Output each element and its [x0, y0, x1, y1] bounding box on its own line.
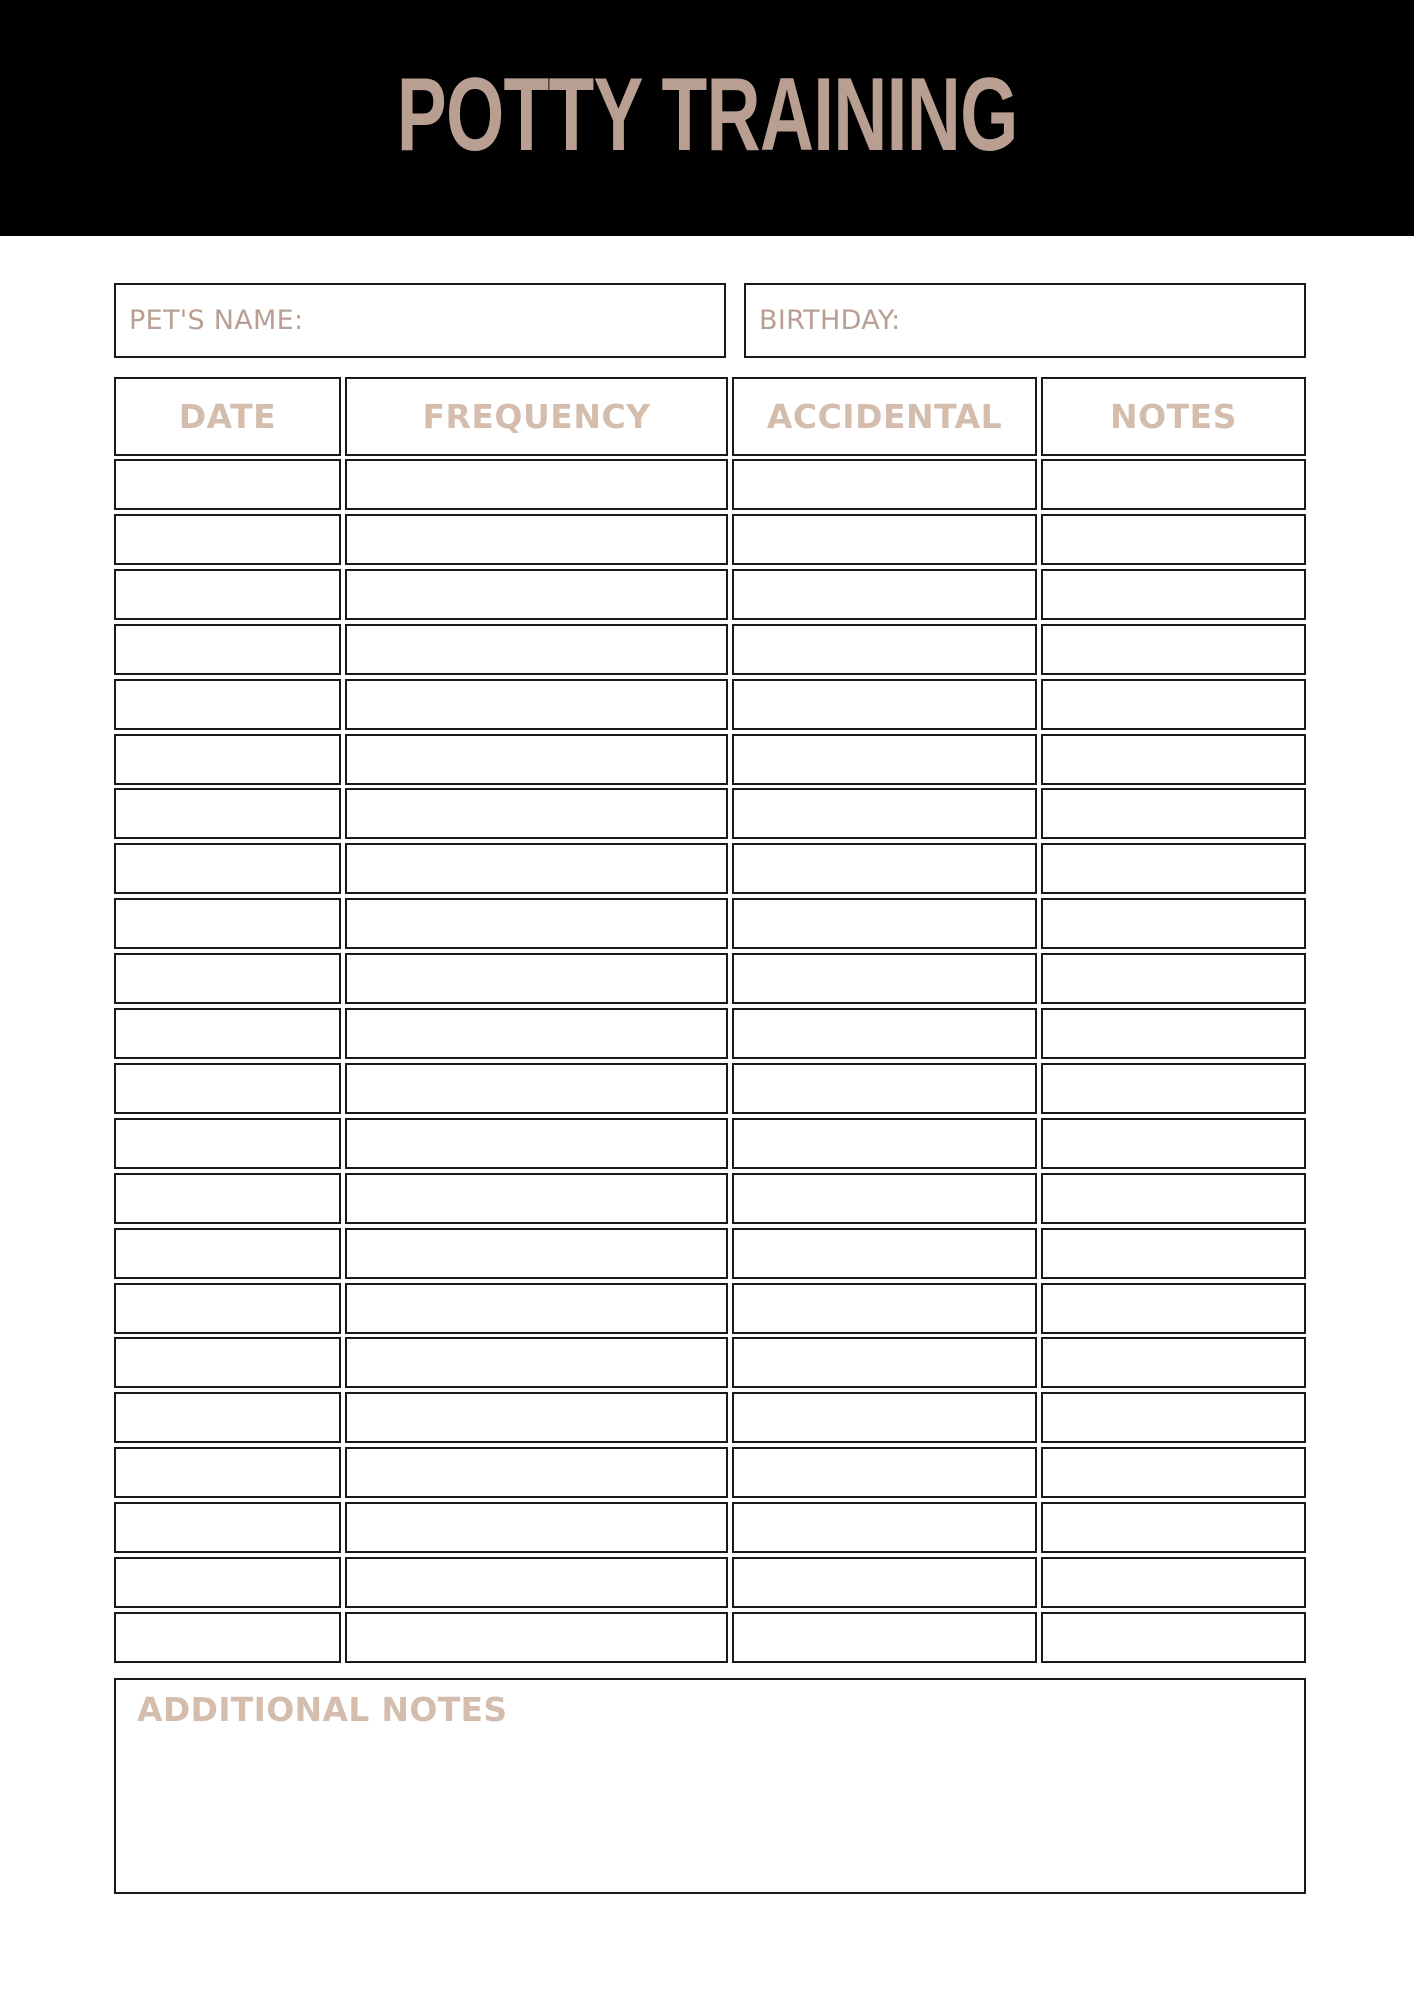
table-cell-date[interactable]	[114, 898, 341, 949]
table-cell-accidental[interactable]	[732, 734, 1037, 785]
table-cell-accidental[interactable]	[732, 1502, 1037, 1553]
table-cell-notes[interactable]	[1041, 1228, 1306, 1279]
table-cell-frequency[interactable]	[345, 953, 728, 1004]
table-cell-accidental[interactable]	[732, 1173, 1037, 1224]
table-cell-frequency[interactable]	[345, 624, 728, 675]
table-cell-date[interactable]	[114, 1557, 341, 1608]
table-cell-notes[interactable]	[1041, 1502, 1306, 1553]
table-cell-accidental[interactable]	[732, 1118, 1037, 1169]
table-cell-frequency[interactable]	[345, 898, 728, 949]
table-cell-date[interactable]	[114, 953, 341, 1004]
column-header-notes: NOTES	[1041, 377, 1306, 456]
table-cell-accidental[interactable]	[732, 1557, 1037, 1608]
column-header-date: DATE	[114, 377, 341, 456]
table-cell-date[interactable]	[114, 1283, 341, 1334]
table-cell-frequency[interactable]	[345, 734, 728, 785]
table-cell-accidental[interactable]	[732, 843, 1037, 894]
table-cell-frequency[interactable]	[345, 514, 728, 565]
table-cell-frequency[interactable]	[345, 788, 728, 839]
pet-name-field[interactable]	[114, 283, 726, 358]
table-cell-notes[interactable]	[1041, 788, 1306, 839]
table-cell-notes[interactable]	[1041, 1612, 1306, 1663]
table-cell-notes[interactable]	[1041, 459, 1306, 510]
table-cell-date[interactable]	[114, 1008, 341, 1059]
table-cell-frequency[interactable]	[345, 1228, 728, 1279]
table-cell-date[interactable]	[114, 514, 341, 565]
table-cell-notes[interactable]	[1041, 1337, 1306, 1388]
table-cell-notes[interactable]	[1041, 953, 1306, 1004]
table-cell-date[interactable]	[114, 1173, 341, 1224]
table-cell-accidental[interactable]	[732, 569, 1037, 620]
table-cell-notes[interactable]	[1041, 569, 1306, 620]
table-cell-frequency[interactable]	[345, 1612, 728, 1663]
table-cell-accidental[interactable]	[732, 1392, 1037, 1443]
birthday-field[interactable]	[744, 283, 1306, 358]
table-cell-notes[interactable]	[1041, 514, 1306, 565]
table-cell-notes[interactable]	[1041, 1118, 1306, 1169]
table-cell-accidental[interactable]	[732, 1063, 1037, 1114]
table-cell-frequency[interactable]	[345, 1063, 728, 1114]
table-cell-notes[interactable]	[1041, 734, 1306, 785]
table-cell-accidental[interactable]	[732, 1612, 1037, 1663]
table-cell-frequency[interactable]	[345, 459, 728, 510]
table-cell-date[interactable]	[114, 1447, 341, 1498]
table-cell-date[interactable]	[114, 1392, 341, 1443]
table-cell-accidental[interactable]	[732, 788, 1037, 839]
table-cell-frequency[interactable]	[345, 1283, 728, 1334]
table-cell-frequency[interactable]	[345, 1502, 728, 1553]
table-cell-frequency[interactable]	[345, 1447, 728, 1498]
table-cell-accidental[interactable]	[732, 1008, 1037, 1059]
table-cell-date[interactable]	[114, 1118, 341, 1169]
table-cell-notes[interactable]	[1041, 1063, 1306, 1114]
table-cell-date[interactable]	[114, 1337, 341, 1388]
column-header-accidental: ACCIDENTAL	[732, 377, 1037, 456]
table-cell-frequency[interactable]	[345, 569, 728, 620]
table-cell-date[interactable]	[114, 1612, 341, 1663]
table-cell-date[interactable]	[114, 734, 341, 785]
additional-notes-label: ADDITIONAL NOTES	[137, 1690, 508, 1729]
table-cell-frequency[interactable]	[345, 1337, 728, 1388]
table-cell-accidental[interactable]	[732, 1337, 1037, 1388]
table-cell-date[interactable]	[114, 843, 341, 894]
table-cell-accidental[interactable]	[732, 1283, 1037, 1334]
table-cell-date[interactable]	[114, 679, 341, 730]
table-cell-accidental[interactable]	[732, 898, 1037, 949]
table-cell-frequency[interactable]	[345, 679, 728, 730]
page-title: POTTY TRAINING	[396, 56, 1018, 173]
table-cell-notes[interactable]	[1041, 679, 1306, 730]
table-cell-date[interactable]	[114, 1502, 341, 1553]
table-cell-frequency[interactable]	[345, 1173, 728, 1224]
table-cell-frequency[interactable]	[345, 1008, 728, 1059]
table-cell-frequency[interactable]	[345, 843, 728, 894]
table-cell-accidental[interactable]	[732, 459, 1037, 510]
column-header-frequency: FREQUENCY	[345, 377, 728, 456]
table-cell-notes[interactable]	[1041, 1173, 1306, 1224]
table-cell-notes[interactable]	[1041, 1392, 1306, 1443]
table-cell-date[interactable]	[114, 459, 341, 510]
table-cell-notes[interactable]	[1041, 624, 1306, 675]
pet-name-label: PET'S NAME:	[129, 305, 304, 336]
table-cell-date[interactable]	[114, 624, 341, 675]
table-cell-frequency[interactable]	[345, 1118, 728, 1169]
table-cell-accidental[interactable]	[732, 514, 1037, 565]
table-cell-frequency[interactable]	[345, 1557, 728, 1608]
table-cell-accidental[interactable]	[732, 679, 1037, 730]
birthday-label: BIRTHDAY:	[759, 305, 901, 336]
additional-notes-box[interactable]	[114, 1678, 1306, 1894]
table-cell-date[interactable]	[114, 1063, 341, 1114]
table-cell-frequency[interactable]	[345, 1392, 728, 1443]
table-cell-date[interactable]	[114, 569, 341, 620]
table-cell-date[interactable]	[114, 788, 341, 839]
table-cell-notes[interactable]	[1041, 1447, 1306, 1498]
table-cell-notes[interactable]	[1041, 1008, 1306, 1059]
table-cell-notes[interactable]	[1041, 1557, 1306, 1608]
header-band	[0, 0, 1414, 236]
table-cell-date[interactable]	[114, 1228, 341, 1279]
table-cell-accidental[interactable]	[732, 1228, 1037, 1279]
table-cell-notes[interactable]	[1041, 1283, 1306, 1334]
table-cell-notes[interactable]	[1041, 843, 1306, 894]
table-cell-accidental[interactable]	[732, 953, 1037, 1004]
table-cell-notes[interactable]	[1041, 898, 1306, 949]
table-cell-accidental[interactable]	[732, 1447, 1037, 1498]
table-cell-accidental[interactable]	[732, 624, 1037, 675]
